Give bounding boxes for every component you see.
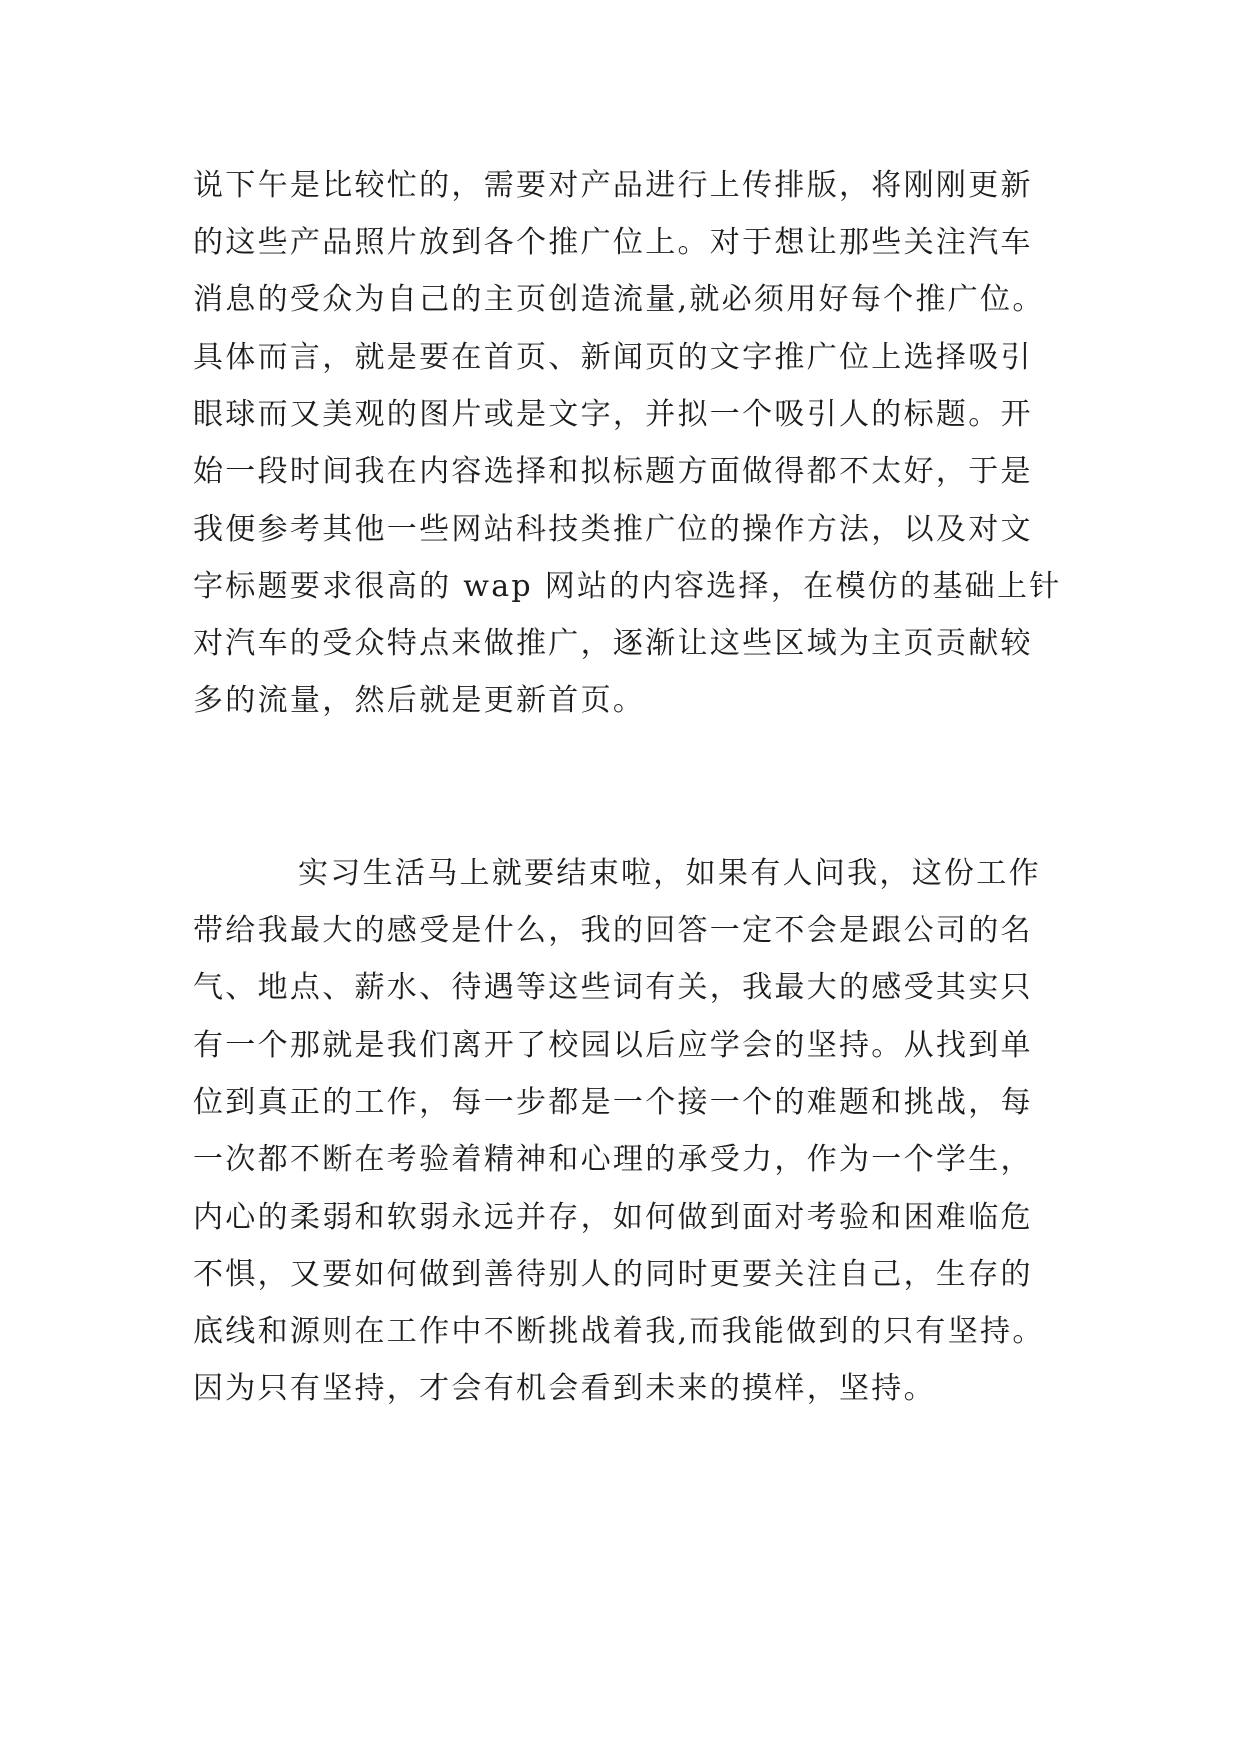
paragraph-line: 我便参考其他一些网站科技类推广位的操作方法，以及对文 — [193, 512, 1033, 547]
paragraph-line: 气、地点、薪水、待遇等这些词有关，我最大的感受其实只 — [193, 970, 1033, 1005]
paragraph-line: 具体而言，就是要在首页、新闻页的文字推广位上选择吸引 — [193, 340, 1033, 375]
paragraph-line: 底线和源则在工作中不断挑战着我,而我能做到的只有坚持。 — [193, 1314, 1045, 1349]
paragraph-line: 有一个那就是我们离开了校园以后应学会的坚持。从找到单 — [193, 1028, 1033, 1063]
paragraph-line: 的这些产品照片放到各个推广位上。对于想让那些关注汽车 — [193, 225, 1033, 260]
paragraph-line: 不惧，又要如何做到善待别人的同时更要关注自己，生存的 — [193, 1257, 1033, 1292]
paragraph-line: 多的流量，然后就是更新首页。 — [193, 683, 646, 718]
paragraph-line: 对汽车的受众特点来做推广，逐渐让这些区域为主页贡献较 — [193, 626, 1033, 661]
paragraph-line: 带给我最大的感受是什么，我的回答一定不会是跟公司的名 — [193, 913, 1033, 948]
paragraph-line: 实习生活马上就要结束啦，如果有人问我，这份工作 — [298, 856, 1041, 891]
paragraph-line: 字标题要求很高的 wap 网站的内容选择，在模仿的基础上针 — [193, 569, 1062, 604]
paragraph-line: 位到真正的工作，每一步都是一个接一个的难题和挑战，每 — [193, 1085, 1033, 1120]
paragraph-line: 内心的柔弱和软弱永远并存，如何做到面对考验和困难临危 — [193, 1200, 1033, 1235]
paragraph-line: 始一段时间我在内容选择和拟标题方面做得都不太好，于是 — [193, 454, 1033, 489]
paragraph-line: 因为只有坚持，才会有机会看到未来的摸样，坚持。 — [193, 1371, 936, 1406]
paragraph-line: 眼球而又美观的图片或是文字，并拟一个吸引人的标题。开 — [193, 397, 1033, 432]
paragraph-line: 消息的受众为自己的主页创造流量,就必须用好每个推广位。 — [193, 282, 1045, 317]
paragraph-line: 说下午是比较忙的，需要对产品进行上传排版，将刚刚更新 — [193, 168, 1033, 203]
paragraph-line: 一次都不断在考验着精神和心理的承受力，作为一个学生， — [193, 1142, 1033, 1177]
